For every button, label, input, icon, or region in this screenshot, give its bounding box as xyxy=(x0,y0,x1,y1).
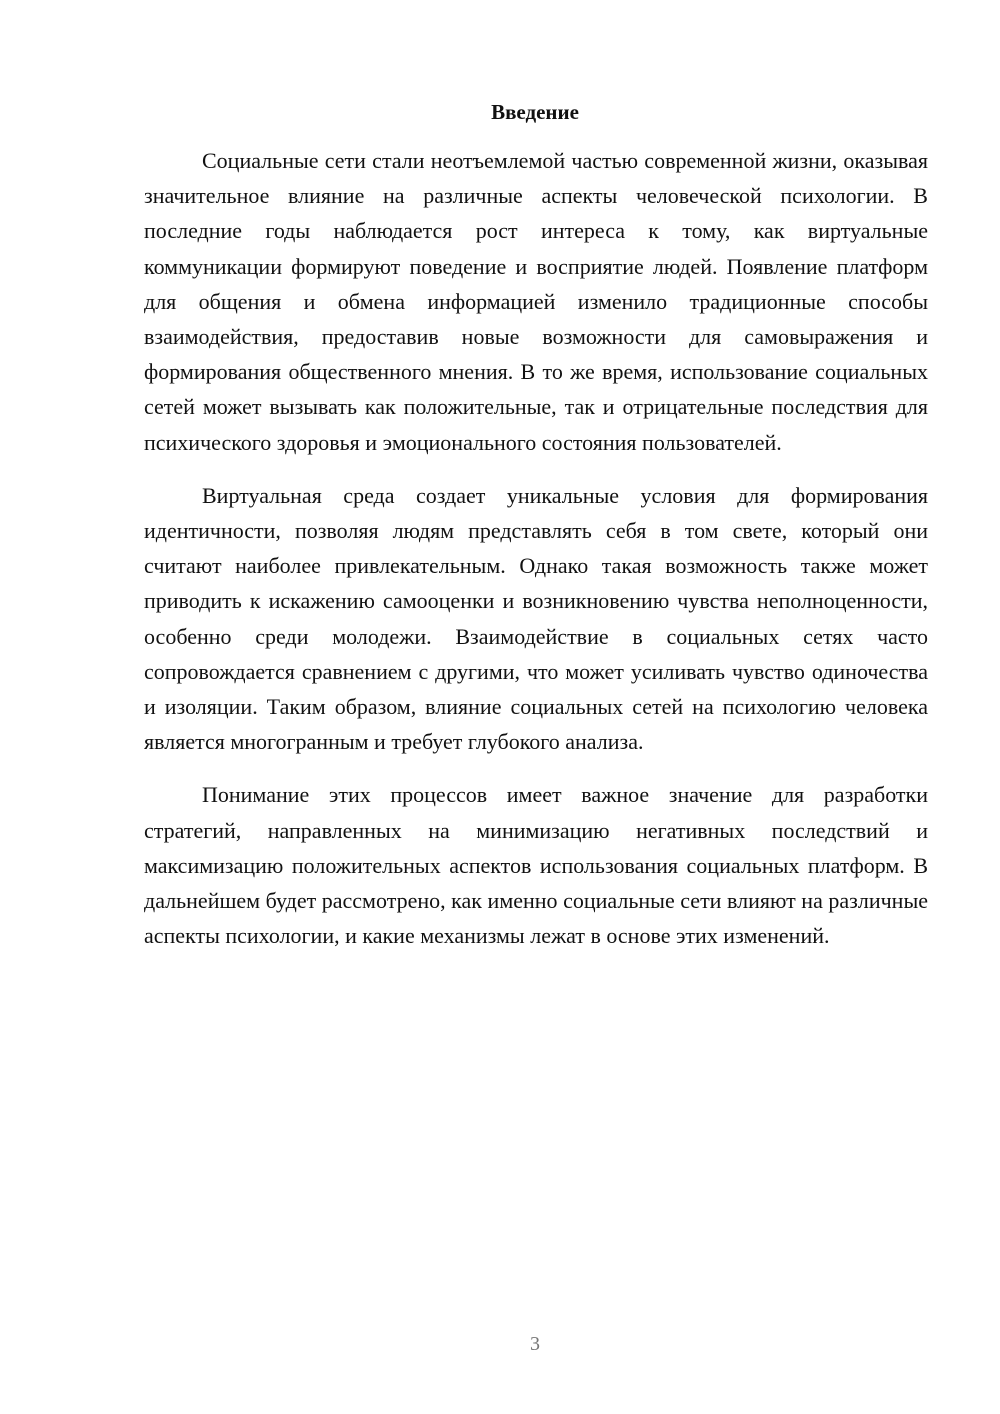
paragraph-2: Виртуальная среда создает уникальные условия для формирования идентичности, позволяя людям представлять себя в том свете, который они считают наиболее привлекательным. Однако такая возможность также может приводить к искажению самооценки и возникновению чувства неполноценности, особенно среди молодежи. Взаимодействие в социальных сетях часто сопровождается сравнением с другими, что может усиливать чувство одиночества и изоляции. Таким образом, влияние социальных сетей на психологию человека является многогранным и требует глубокого анализа. xyxy=(144,482,928,755)
page-number: 3 xyxy=(530,1333,540,1355)
body-text xyxy=(144,143,928,971)
section-heading: Введение xyxy=(491,100,579,124)
paragraph-3: Понимание этих процессов имеет важное значение для разработки стратегий, направленных на минимизацию негативных последствий и максимизацию положительных аспектов использования социальных платформ. В дальнейшем будет рассмотрено, как именно социальные сети влияют на различные аспекты психологии, и какие механизмы лежат в основе этих изменений. xyxy=(144,782,928,949)
paragraph-1: Социальные сети стали неотъемлемой частью современной жизни, оказывая значительное влияние на различные аспекты человеческой психологии. В последние годы наблюдается рост интереса к тому, как виртуальные коммуникации формируют поведение и восприятие людей. Появление платформ для общения и обмена информацией изменило традиционные способы взаимодействия, предоставив новые возможности для самовыражения и формирования общественного мнения. В то же время, использование социальных сетей может вызывать как положительные, так и отрицательные последствия для психического здоровья и эмоционального состояния пользователей. xyxy=(144,148,928,455)
